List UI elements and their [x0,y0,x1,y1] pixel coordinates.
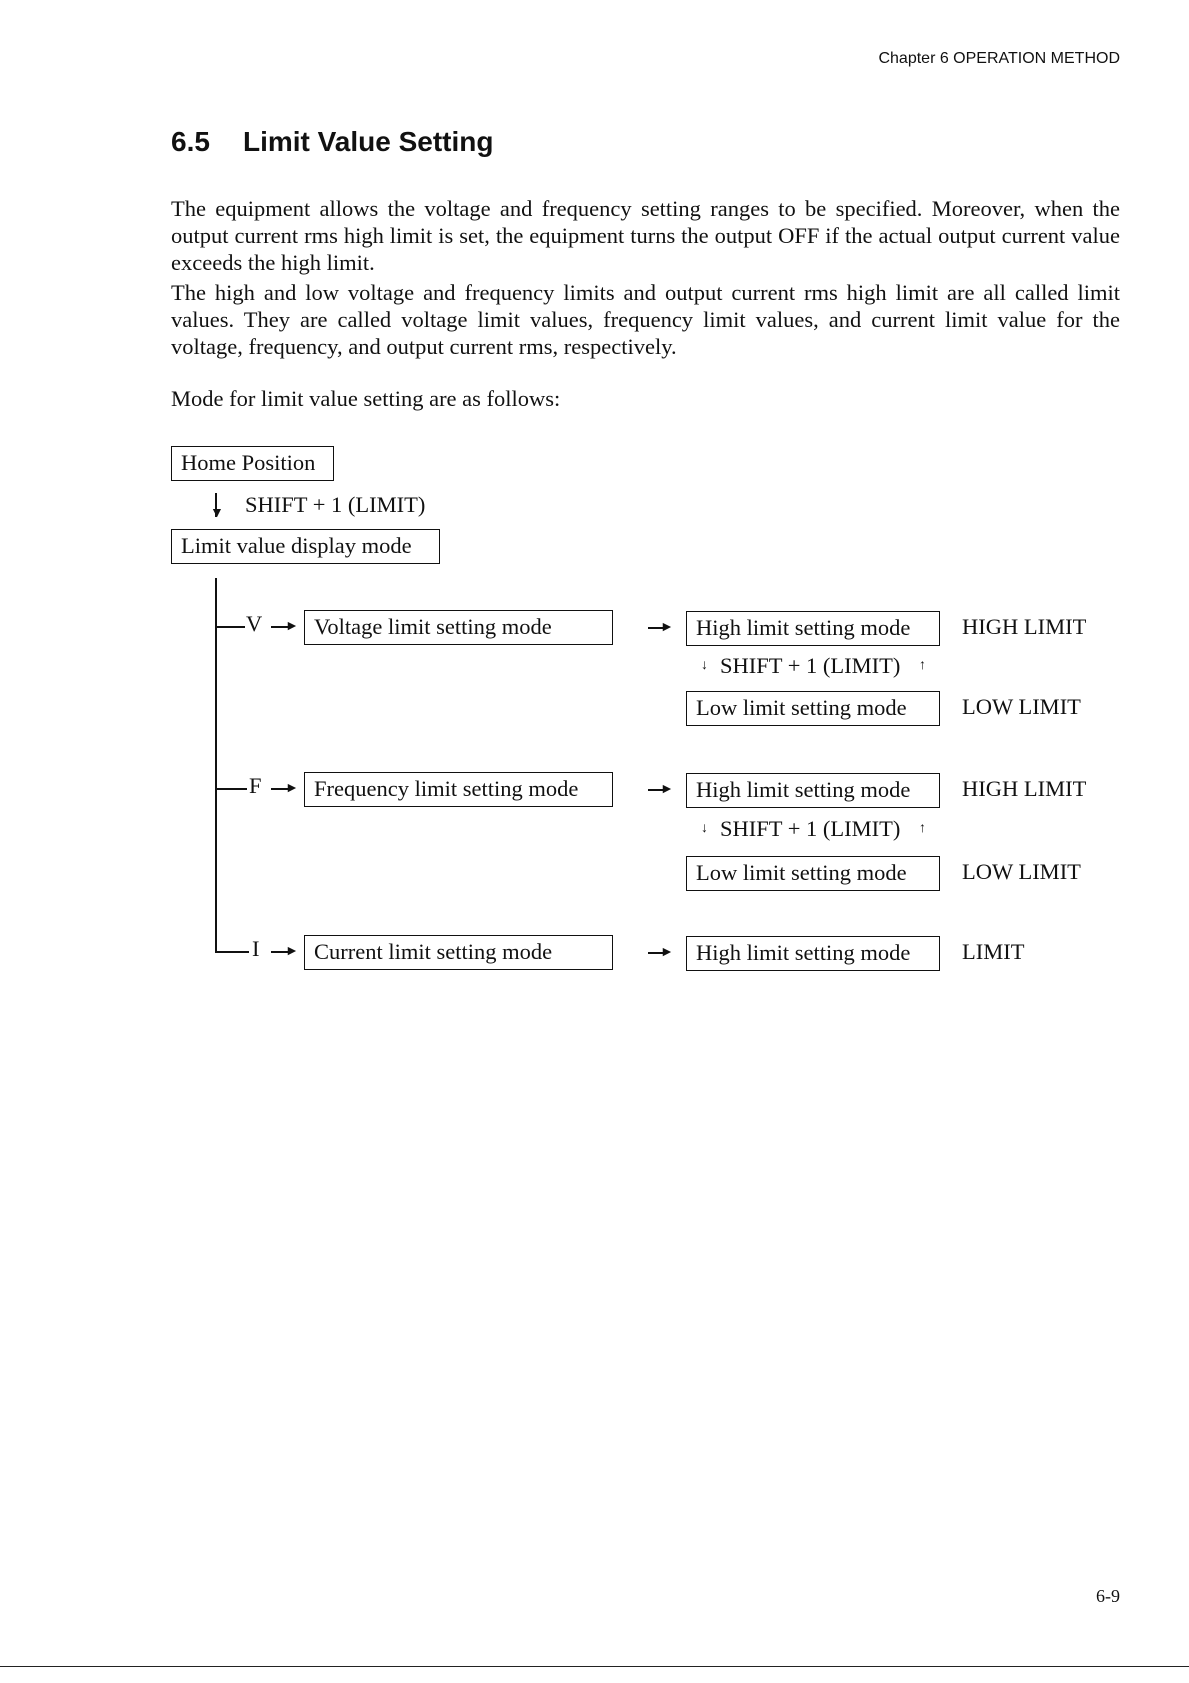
frequency-toggle-key: SHIFT + 1 (LIMIT) [720,816,901,841]
right-arrow-icon: ► [660,620,674,635]
voltage-toggle-key: SHIFT + 1 (LIMIT) [720,653,901,678]
branch-f-key: F [249,773,262,798]
branch-trunk-line [215,578,217,952]
voltage-low-limit-box: Low limit setting mode [686,691,940,726]
branch-v-key: V [246,611,263,636]
frequency-high-limit-box: High limit setting mode [686,773,940,808]
down-arrow-icon: ↓ [701,821,708,836]
branch-v-connector [215,626,245,628]
section-number: 6.5 [171,126,210,157]
page-number: 6-9 [1096,1586,1120,1606]
section-title-text: Limit Value Setting [243,126,494,157]
limit-display-mode-box: Limit value display mode [171,529,440,564]
voltage-limit-mode-box: Voltage limit setting mode [304,610,613,645]
right-arrow-icon: ► [660,782,674,797]
current-high-limit-box: High limit setting mode [686,936,940,971]
voltage-high-limit-label: HIGH LIMIT [962,614,1087,639]
limit-values-paragraph: The high and low voltage and frequency limits and output current rms high limit are all called limit values. They are called voltage limit values, frequency limit values, and current limit value for the voltage, frequency, and output current rms, respectively. [171,280,1120,359]
chapter-header: Chapter 6 OPERATION METHOD [878,50,1120,67]
branch-i-key: I [252,936,260,961]
frequency-low-limit-box: Low limit setting mode [686,856,940,891]
mode-intro-paragraph: Mode for limit value setting are as follows: [171,386,561,411]
voltage-low-limit-label: LOW LIMIT [962,694,1081,719]
right-arrow-icon: ► [285,619,299,634]
right-arrow-icon: ► [660,945,674,960]
voltage-high-limit-box: High limit setting mode [686,611,940,646]
current-limit-mode-box: Current limit setting mode [304,935,613,970]
footer-rule [0,1666,1189,1667]
right-arrow-icon: ► [285,944,299,959]
frequency-limit-mode-box: Frequency limit setting mode [304,772,613,807]
frequency-low-limit-label: LOW LIMIT [962,859,1081,884]
home-position-box: Home Position [171,446,334,481]
frequency-high-limit-label: HIGH LIMIT [962,776,1087,801]
section-title [171,126,493,158]
branch-f-connector [215,788,247,790]
right-arrow-icon: ► [285,781,299,796]
intro-paragraph: The equipment allows the voltage and frequency setting ranges to be specified. Moreover, when the output current rms high limit is set, the equipment turns the output OFF if the actual output current value exceeds the high limit. [171,196,1120,275]
current-limit-label: LIMIT [962,939,1025,964]
down-arrow-icon: ▼ [210,506,224,521]
branch-i-connector [215,951,249,953]
up-arrow-icon: ↑ [919,821,926,836]
shift-limit-key: SHIFT + 1 (LIMIT) [245,492,426,517]
up-arrow-icon: ↑ [919,658,926,673]
down-arrow-icon: ↓ [701,658,708,673]
